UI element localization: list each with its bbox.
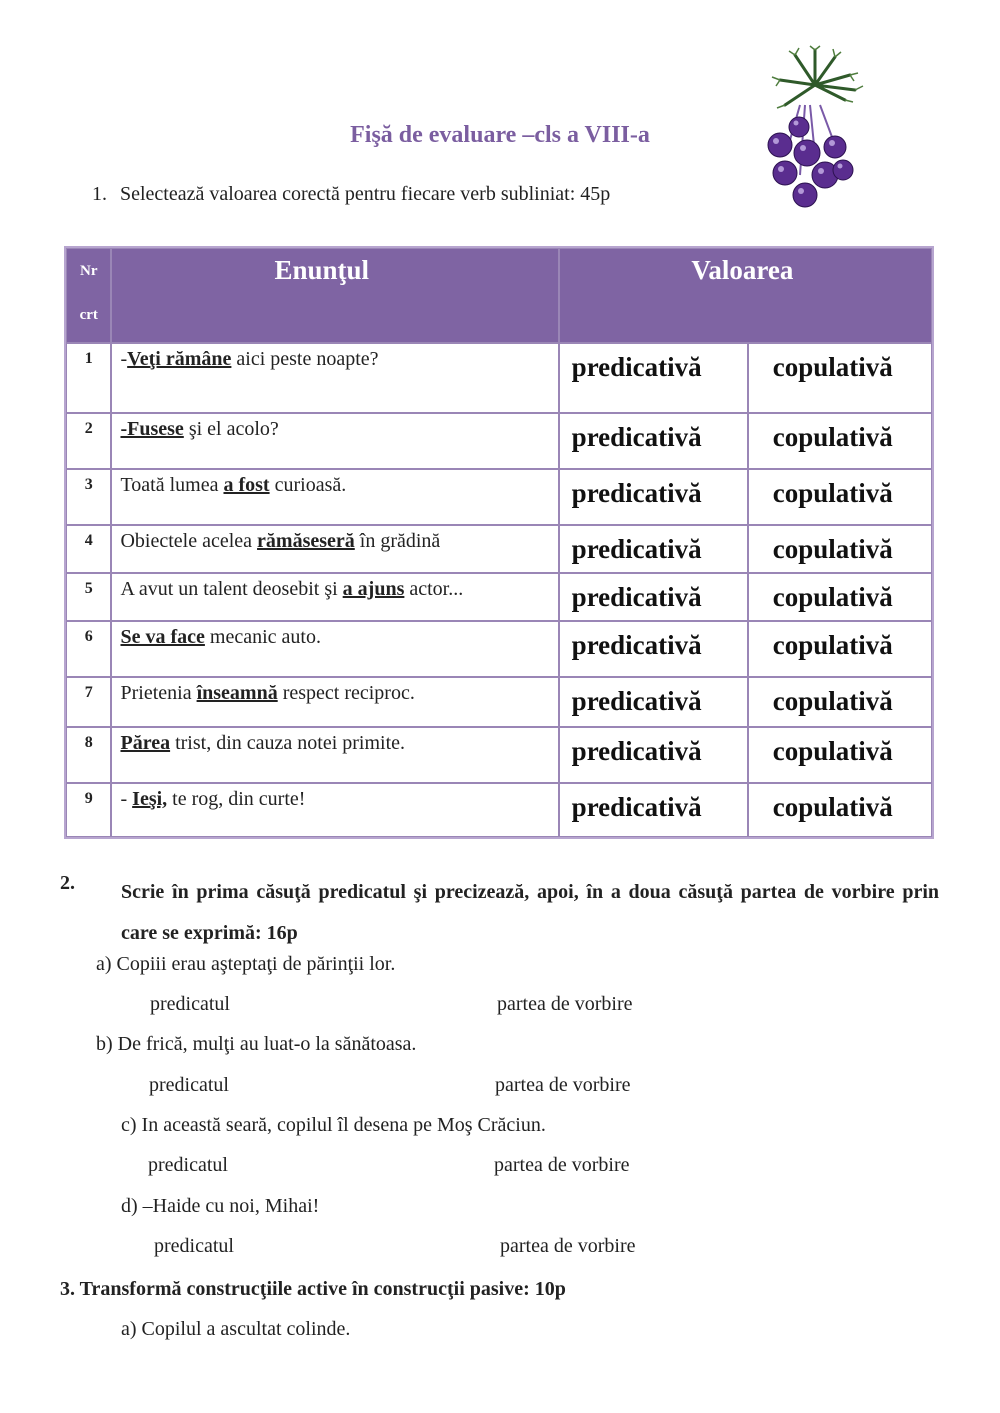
sentence-pre: -: [120, 348, 128, 370]
header-valoarea-label: Valoarea: [691, 255, 794, 285]
row-sentence: [111, 525, 558, 573]
underlined-verb: Veţi rămâne: [127, 348, 232, 370]
question-1: [92, 183, 610, 206]
christmas-ornament-icon: [755, 45, 875, 220]
row-number: 3: [66, 469, 111, 525]
sentence-post: în grădină: [354, 530, 441, 552]
underlined-verb: Se va face: [120, 626, 205, 648]
option-predicativa[interactable]: predicativă: [559, 677, 748, 727]
option-copulativa[interactable]: copulativă: [748, 621, 932, 677]
row-number: 2: [66, 413, 111, 469]
option-predicativa[interactable]: predicativă: [559, 573, 748, 621]
table-row: [66, 783, 932, 837]
table-row: [66, 525, 932, 573]
sentence-pre: A avut un talent deosebit şi: [120, 578, 343, 600]
sentence-post: respect reciproc.: [277, 682, 415, 704]
header-enunt: [111, 248, 558, 343]
q2-label-predicatul-d[interactable]: predicatul: [154, 1235, 234, 1257]
question-2-text: Scrie în prima căsuţă predicatul şi precizează, apoi, în a doua căsuţă partea de vorbire prin care se exprimă: 16p: [121, 881, 939, 944]
q2-label-predicatul-b[interactable]: predicatul: [149, 1074, 229, 1096]
header-nr: [66, 248, 111, 343]
sentence-post: mecanic auto.: [204, 626, 321, 648]
question-3-item-a: a) Copilul a ascultat colinde.: [121, 1318, 351, 1340]
row-sentence: [111, 783, 558, 837]
row-number: 7: [66, 677, 111, 727]
option-copulativa[interactable]: copulativă: [748, 469, 932, 525]
row-sentence: [111, 621, 558, 677]
row-sentence: [111, 413, 558, 469]
sentence-post: curioasă.: [269, 474, 347, 496]
header-valoarea: [559, 248, 932, 343]
row-number: 1: [66, 343, 111, 413]
sentence-post: şi el acolo?: [183, 418, 279, 440]
option-predicativa[interactable]: predicativă: [559, 621, 748, 677]
table-row: [66, 621, 932, 677]
row-sentence: [111, 343, 558, 413]
question-3-text: 3. Transformă construcţiile active în construcţii pasive: 10p: [60, 1278, 566, 1300]
sentence-post: aici peste noapte?: [231, 348, 379, 370]
row-number: 6: [66, 621, 111, 677]
row-sentence: [111, 727, 558, 783]
table-row: [66, 677, 932, 727]
table-row: [66, 469, 932, 525]
row-number: 9: [66, 783, 111, 837]
option-predicativa[interactable]: predicativă: [559, 783, 748, 837]
q2-label-predicatul-c[interactable]: predicatul: [148, 1154, 228, 1176]
sentence-pre: Toată lumea: [120, 474, 224, 496]
q2-label-predicatul-a[interactable]: predicatul: [150, 993, 230, 1015]
evaluation-table: [64, 246, 934, 839]
underlined-verb: a ajuns: [342, 578, 405, 600]
row-number: 4: [66, 525, 111, 573]
table-row: [66, 573, 932, 621]
underlined-verb: a fost: [223, 474, 270, 496]
q2-sentence-c: c) In această seară, copilul îl desena pe Moş Crăciun.: [121, 1114, 546, 1136]
option-copulativa[interactable]: copulativă: [748, 677, 932, 727]
sentence-post: actor...: [404, 578, 464, 600]
underlined-verb: rămăseseră: [257, 530, 355, 552]
header-enunt-label: Enunţul: [274, 255, 370, 285]
question-1-text: Selectează valoarea corectă pentru fiecare verb subliniat: 45p: [120, 183, 611, 205]
q2-sentence-b: b) De frică, mulţi au luat-o la sănătoasa.: [96, 1033, 417, 1055]
option-copulativa[interactable]: copulativă: [748, 783, 932, 837]
header-nr-line1: Nr: [79, 263, 98, 279]
q2-sentence-a: a) Copiii erau aşteptaţi de părinţii lor.: [96, 953, 396, 975]
q2-label-partea-d[interactable]: partea de vorbire: [500, 1235, 636, 1257]
option-predicativa[interactable]: predicativă: [559, 727, 748, 783]
option-predicativa[interactable]: predicativă: [559, 343, 748, 413]
option-predicativa[interactable]: predicativă: [559, 525, 748, 573]
q2-label-partea-c[interactable]: partea de vorbire: [494, 1154, 630, 1176]
q2-label-partea-a[interactable]: partea de vorbire: [497, 993, 633, 1015]
table-row: [66, 343, 932, 413]
header-nr-line2: crt: [79, 307, 98, 323]
underlined-verb: Părea: [120, 732, 171, 754]
option-copulativa[interactable]: copulativă: [748, 413, 932, 469]
sentence-pre: -: [120, 788, 133, 810]
option-copulativa[interactable]: copulativă: [748, 727, 932, 783]
page-title: Fişă de evaluare –cls a VIII-a: [350, 122, 650, 148]
sentence-pre: Prietenia: [120, 682, 197, 704]
underlined-verb: -Fusese: [120, 418, 184, 440]
sentence-post: trist, din cauza notei primite.: [170, 732, 406, 754]
q2-sentence-d: d) –Haide cu noi, Mihai!: [121, 1195, 320, 1217]
option-predicativa[interactable]: predicativă: [559, 413, 748, 469]
question-1-number: 1.: [92, 183, 107, 205]
option-copulativa[interactable]: copulativă: [748, 525, 932, 573]
underlined-verb: înseamnă: [196, 682, 278, 704]
row-number: 8: [66, 727, 111, 783]
option-copulativa[interactable]: copulativă: [748, 573, 932, 621]
q2-label-partea-b[interactable]: partea de vorbire: [495, 1074, 631, 1096]
row-sentence: [111, 573, 558, 621]
underlined-verb: Ieşi,: [132, 788, 168, 810]
sentence-pre: Obiectele acelea: [120, 530, 258, 552]
option-predicativa[interactable]: predicativă: [559, 469, 748, 525]
row-sentence: [111, 677, 558, 727]
table-row: [66, 727, 932, 783]
sentence-post: te rog, din curte!: [167, 788, 306, 810]
row-sentence: [111, 469, 558, 525]
question-2-number: 2.: [60, 872, 75, 894]
row-number: 5: [66, 573, 111, 621]
table-row: [66, 413, 932, 469]
option-copulativa[interactable]: copulativă: [748, 343, 932, 413]
